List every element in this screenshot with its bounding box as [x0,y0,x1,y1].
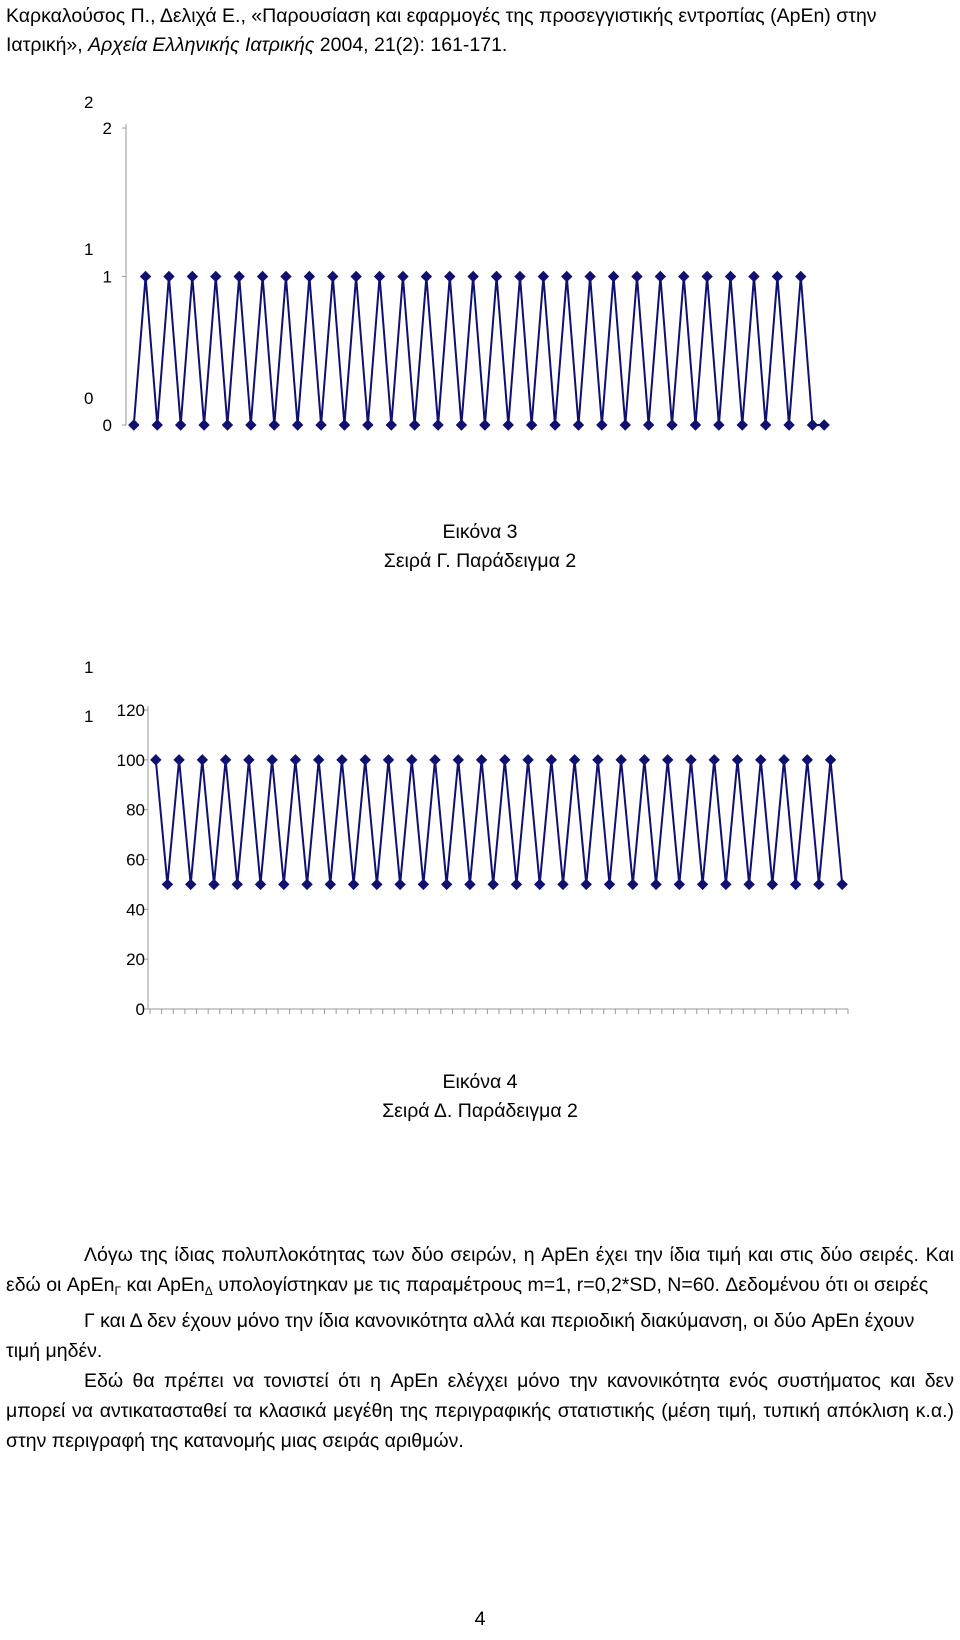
data-point [796,272,806,282]
data-point [585,272,595,282]
figure-4-caption [0,1068,960,1126]
data-point [164,272,174,282]
data-point [709,755,719,765]
data-point [258,272,268,282]
data-point [383,755,393,765]
data-point [819,420,829,430]
data-point [465,879,475,889]
data-point [174,755,184,765]
data-point [714,420,724,430]
data-point [453,755,463,765]
data-point [597,420,607,430]
data-point [267,755,277,765]
data-point [639,755,649,765]
data-point [726,272,736,282]
data-point [221,755,231,765]
data-point [418,879,428,889]
data-point [538,272,548,282]
data-point [488,879,498,889]
y-tick-label: 80 [126,800,145,820]
data-point [663,755,673,765]
data-point [523,755,533,765]
data-point [511,879,521,889]
data-point [211,272,221,282]
data-point [421,272,431,282]
series-line [134,277,824,426]
data-point [351,272,361,282]
partial-tick-label: 0 [84,389,94,408]
partial-tick-label: 2 [84,93,94,112]
data-point [234,272,244,282]
citation [6,2,946,60]
data-point [445,272,455,282]
data-point [655,272,665,282]
paragraph-1-line-4: τιμή μηδέν. [6,1340,103,1362]
series-line [156,760,842,885]
subscript-delta: Δ [204,1284,213,1298]
paragraph-1-line-3: Γ και Δ δεν έχουν μόνο την ίδια κανονικότητα αλλά και περιοδική διακύμανση, οι δύο ApEn έχουν [84,1310,915,1332]
data-point [244,755,254,765]
partial-tick-label: 1 [84,240,94,259]
paragraph-1 [6,1240,954,1306]
data-point [433,420,443,430]
data-point [176,420,186,430]
data-point [375,272,385,282]
data-point [360,755,370,765]
data-point [674,879,684,889]
data-point [468,272,478,282]
y-tick-label: 40 [126,900,145,920]
data-point [581,879,591,889]
data-point [325,879,335,889]
figure-3-caption-number: Εικόνα 3 [442,521,518,543]
partial-tick-label: 1 [84,707,94,726]
data-point [151,755,161,765]
data-point [503,420,513,430]
figure-3-caption [0,518,960,576]
data-point [162,879,172,889]
y-tick-label: 100 [116,750,145,770]
figure-4-chart [0,650,960,1070]
data-point [197,755,207,765]
figure-4-caption-title: Σειρά Δ. Παράδειγμα 2 [382,1100,578,1122]
data-point [328,272,338,282]
data-point [679,272,689,282]
citation-authors: Καρκαλούσος Π., Δελιχά Ε., «Παρουσίαση και εφαρμογές της προσεγγιστικής εντροπίας (ApEn) στην Ιατρική», [6,5,877,56]
data-point [535,879,545,889]
data-point [814,879,824,889]
data-point [721,879,731,889]
data-point [314,755,324,765]
data-point [562,272,572,282]
data-point [807,420,817,430]
data-point [686,755,696,765]
data-point [222,420,232,430]
data-point [515,272,525,282]
data-point [480,420,490,430]
data-point [605,879,615,889]
data-point [477,755,487,765]
data-point [290,755,300,765]
data-point [744,879,754,889]
data-point [772,272,782,282]
data-point [442,879,452,889]
data-point [141,272,151,282]
data-point [456,420,466,430]
data-point [690,420,700,430]
data-point [386,420,396,430]
data-point [791,879,801,889]
y-tick-label: 20 [126,950,145,970]
data-point [620,420,630,430]
data-point [756,755,766,765]
data-point [593,755,603,765]
data-point [339,420,349,430]
data-point [632,272,642,282]
data-point [550,420,560,430]
paragraph-1-part-b: και ApEn [121,1274,205,1296]
data-point [628,879,638,889]
data-point [407,755,417,765]
y-tick-label: 60 [126,850,145,870]
citation-journal: Αρχεία Ελληνικής Ιατρικής [88,34,315,56]
data-point [316,420,326,430]
data-point [363,420,373,430]
data-point [732,755,742,765]
data-point [609,272,619,282]
partial-tick-label: 1 [84,658,94,677]
data-point [767,879,777,889]
data-point [527,420,537,430]
data-point [430,755,440,765]
data-point [837,879,847,889]
data-point [246,420,256,430]
figure-3-chart [0,90,960,450]
y-tick-label: 0 [135,1000,145,1019]
data-point [546,755,556,765]
data-point [302,879,312,889]
data-point [826,755,836,765]
data-point [152,420,162,430]
citation-details: 2004, 21(2): 161-171. [319,34,508,56]
data-point [337,755,347,765]
data-point [749,272,759,282]
data-point [256,879,266,889]
data-point [702,272,712,282]
page-number: 4 [474,1608,486,1630]
data-point [395,879,405,889]
figure-4-svg [0,650,960,1070]
data-point [500,755,510,765]
y-tick-label: 120 [116,701,145,720]
y-tick-label: 1 [102,267,112,287]
paragraph-1-part-c: υπολογίστηκαν με τις παραμέτρους m=1, r=0,2*SD, N=60. Δεδομένου ότι οι σειρές [212,1274,929,1296]
data-point [279,879,289,889]
data-point [372,879,382,889]
data-point [281,272,291,282]
data-point [784,420,794,430]
data-point [802,755,812,765]
data-point [779,755,789,765]
data-point [570,755,580,765]
data-point [651,879,661,889]
data-point [737,420,747,430]
y-tick-label: 0 [102,416,112,435]
data-point [187,272,197,282]
data-point [644,420,654,430]
data-point [573,420,583,430]
paragraph-2: Εδώ θα πρέπει να τονιστεί ότι η ApEn ελέγχει μόνο την κανονικότητα ενός συστήματος και δεν μπορεί να αντικατασταθεί τα κλασικά μεγέθη της περιγραφικής στατιστικής (μέση τιμή, τυπική απόκλιση κ.α.) στην περιγραφή της κατανομής μιας σειράς αριθμών. [6,1370,954,1452]
data-point [410,420,420,430]
data-point [209,879,219,889]
data-point [667,420,677,430]
data-point [616,755,626,765]
data-point [129,420,139,430]
figure-3-caption-title: Σειρά Γ. Παράδειγμα 2 [383,550,577,572]
figure-4-caption-number: Εικόνα 4 [442,1071,518,1093]
data-point [492,272,502,282]
data-point [304,272,314,282]
data-point [398,272,408,282]
data-point [232,879,242,889]
data-point [761,420,771,430]
data-point [349,879,359,889]
data-point [186,879,196,889]
y-tick-label: 2 [102,119,112,138]
body-text [6,1240,954,1456]
paragraph-1-part-a: Λόγω της ίδιας πολυπλοκότητας των δύο σειρών, η ApEn έχει την ίδια τιμή και στις δύο σειρές. Και εδώ οι ApEn [6,1244,954,1296]
figure-3-svg [0,90,960,450]
data-point [199,420,209,430]
data-point [698,879,708,889]
data-point [558,879,568,889]
data-point [269,420,279,430]
subscript-gamma: Γ [114,1284,122,1298]
data-point [293,420,303,430]
